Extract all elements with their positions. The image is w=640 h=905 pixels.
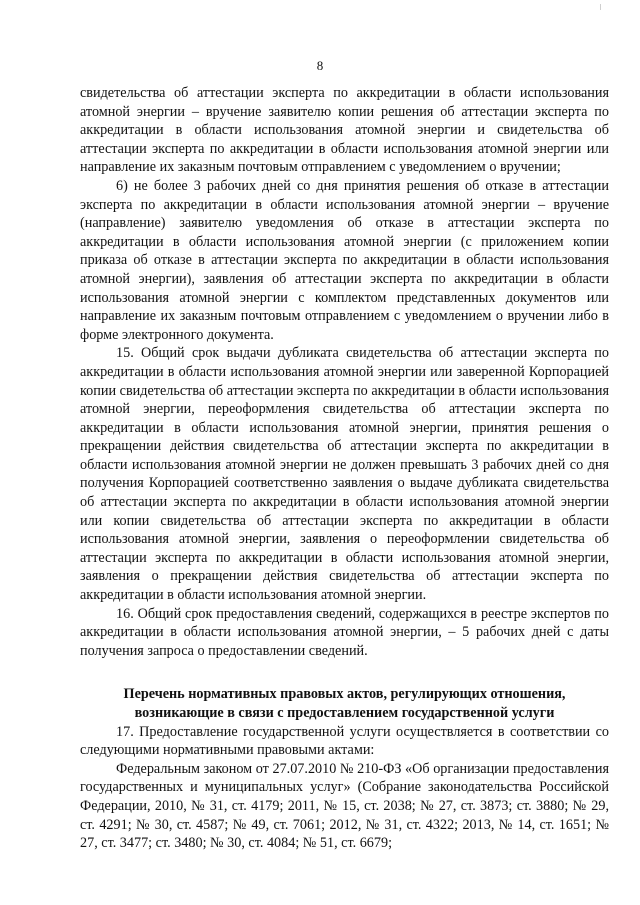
section-heading-legal-acts: Перечень нормативных правовых актов, регулирующих отношения, возникающие в связи с предоставлением государственной услуги (123, 686, 566, 721)
paragraph-16-registry-term: 16. Общий срок предоставления сведений, содержащихся в реестре экспертов по аккредитации в области использования атомной энергии, – 5 рабочих дней с даты получения запроса о предоставлении сведений. (80, 605, 609, 659)
page-number: 8 (316, 58, 324, 73)
paragraph-17-legal-basis: 17. Предоставление государственной услуги осуществляется в соответствии со следующими нормативными правовыми актами: (80, 723, 609, 759)
paragraph-item-6-refusal: 6) не более 3 рабочих дней со дня принятия решения об отказе в аттестации эксперта по аккредитации в области использования атомной энергии – вручение (направление) заявителю уведомления об отказе в аттестации эксперта по аккредитации в области использования атомной энергии (с приложением копии приказа об отказе в аттестации эксперта по аккредитации в области использования атомной энергии), заявления об аттестации эксперта по аккредитации в области использования атомной энергии с комплектом представленных документов или направление их заказным почтовым отправлением с уведомлением о вручении либо в форме электронного документа. (80, 177, 609, 343)
paragraph-15-duplicate-term: 15. Общий срок выдачи дубликата свидетельства об аттестации эксперта по аккредитации в области использования атомной энергии или заверенной Корпорацией копии свидетельства об аттестации эксперта по аккредитации в области использования атомной энергии, переоформления свидетельства об аттестации эксперта по аккредитации в области использования атомной энергии, принятия решения о прекращении действия свидетельства об аттестации эксперта по аккредитации в области использования атомной энергии не должен превышать 3 рабочих дней со дня получения Корпорацией соответственно заявления о выдаче дубликата свидетельства об аттестации эксперта по аккредитации в области использования атомной энергии или копии свидетельства об аттестации эксперта по аккредитации в области использования атомной энергии, заявления о переоформлении свидетельства об аттестации эксперта по аккредитации в области использования атомной энергии, заявления о прекращении действия свидетельства об аттестации эксперта по аккредитации в области использования атомной энергии. (80, 345, 609, 604)
paragraph-certificate-handover: свидетельства об аттестации эксперта по аккредитации в области использования атомной энергии – вручение заявителю копии решения об аттестации эксперта по аккредитации в области использования атомной энергии и свидетельства об аттестации эксперта по аккредитации в области использования атомной энергии или направление их заказным почтовым отправлением с уведомлением о вручении; (80, 85, 609, 176)
document-body (80, 84, 609, 853)
paragraph-federal-law-210: Федеральным законом от 27.07.2010 № 210-ФЗ «Об организации предоставления государственных и муниципальных услуг» (Собрание законодательства Российской Федерации, 2010, № 31, ст. 4179; 2011, № 15, ст. 2038; № 27, ст. 3873; ст. 3880; № 29, ст. 4291; № 30, ст. 4587; № 49, ст. 7061; 2012, № 31, ст. 4322; 2013, № 14, ст. 1651; № 27, ст. 3477; ст. 3480; № 30, ст. 4084; № 51, ст. 6679; (80, 760, 609, 852)
scan-artifact (600, 4, 601, 10)
